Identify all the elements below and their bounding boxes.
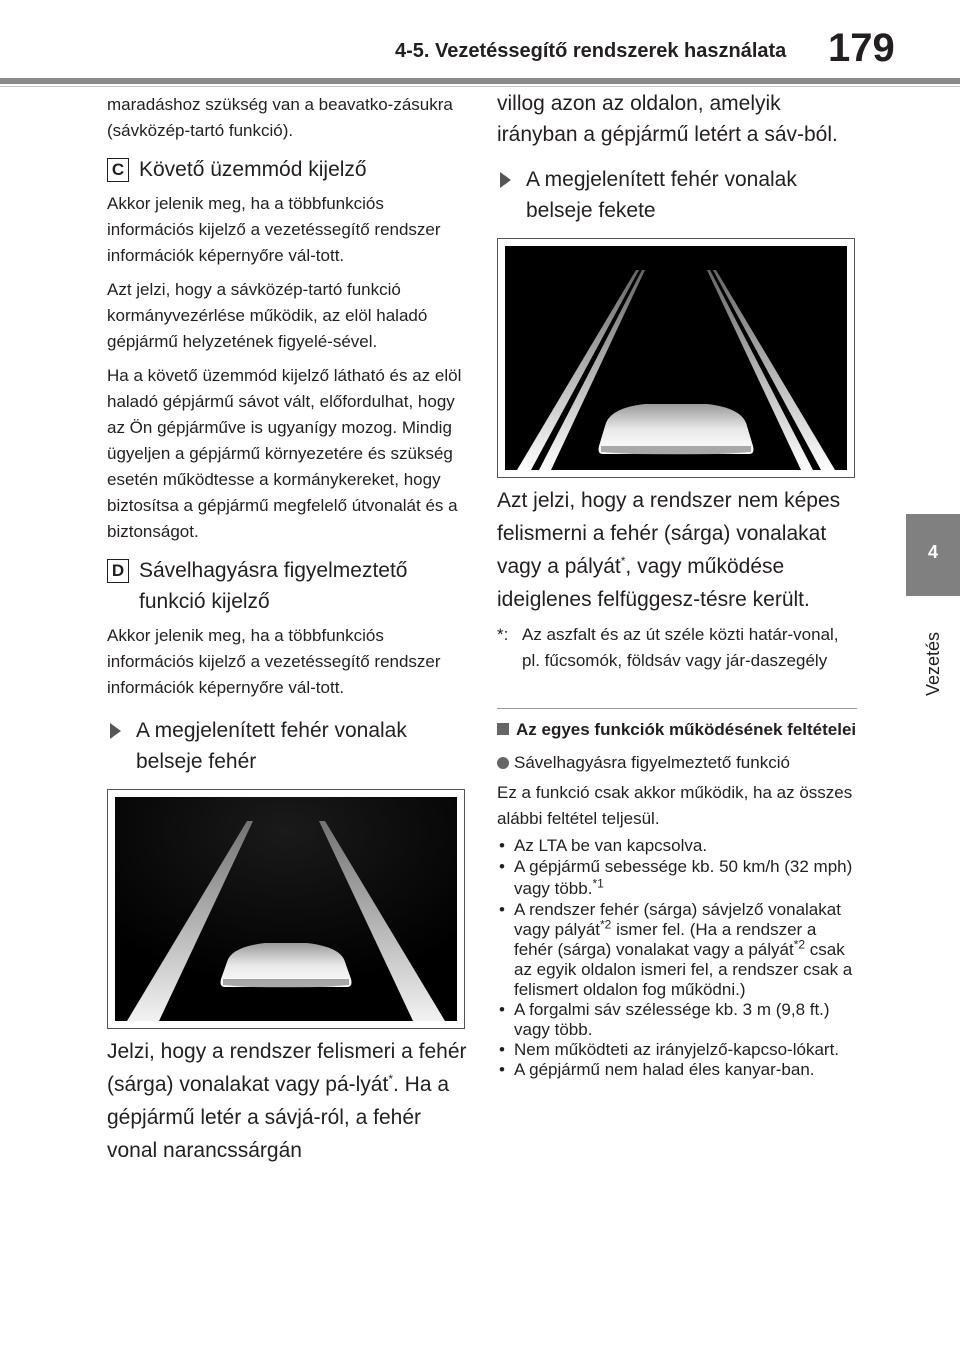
section-title: 4-5. Vezetéssegítő rendszerek használata: [395, 40, 787, 62]
figure-lane-lines-black: [497, 238, 855, 478]
square-bullet-icon: [497, 723, 509, 735]
lane-display-white-illustration: [115, 797, 457, 1021]
conditions-heading-text: Az egyes funkciók működésének feltételei: [516, 720, 857, 739]
bullet-white-inside: [107, 715, 467, 777]
section-letter-d: D: [107, 559, 129, 583]
sub-intro: Ez a funkció csak akkor működik, ha az összes alábbi feltétel teljesül.: [497, 783, 853, 828]
sub-heading: [497, 752, 857, 774]
bullet-black-inside: [497, 164, 857, 226]
circle-bullet-icon: [497, 757, 509, 769]
header-rule: [0, 78, 960, 84]
chapter-label: Vezetés: [923, 631, 943, 696]
section-c-paragraph-3: Ha a követő üzemmód kijelző látható és az elöl haladó gépjármű sávot vált, előfordulhat, hogy az Ön gépjárműve is ugyanígy mozog. Mindig ügyeljen a gépjármű környezetére és szükség esetén működtesse a kormánykereket, hogy biztosítsa a gépjármű megfelelő útvonalát és a biztonságot.: [107, 366, 462, 541]
list-item: • A gépjármű nem halad éles kanyar-ban.: [497, 1060, 857, 1080]
section-c-paragraph-2: Azt jelzi, hogy a sávközép-tartó funkció kormányvezérlése működik, az elöl haladó gépjármű helyzetének figyelé-sével.: [107, 280, 428, 351]
section-letter-c: C: [107, 158, 129, 182]
page-number: 179: [828, 26, 895, 70]
section-c-paragraph-1: Akkor jelenik meg, ha a többfunkciós információs kijelző a vezetéssegítő rendszer információk képernyőre vál-tott.: [107, 194, 441, 265]
right-column: [497, 88, 857, 1080]
section-c-title: Követő üzemmód kijelző: [139, 158, 367, 181]
figure-lane-lines-white: [107, 789, 465, 1029]
section-d-paragraph-1: Akkor jelenik meg, ha a többfunkciós információs kijelző a vezetéssegítő rendszer információk képernyőre vál-tott.: [107, 626, 441, 697]
section-d-heading: [107, 555, 467, 617]
footnote-mark: *:: [497, 625, 509, 644]
list-item: • A forgalmi sáv szélessége kb. 3 m (9,8 ft.) vagy több.: [497, 1000, 857, 1040]
header-rule-thin: [0, 86, 960, 87]
conditions-list: [497, 836, 857, 1080]
after-figure-2-text: Azt jelzi, hogy a rendszer nem képes felismerni a fehér (sárga) vonalakat vagy a pályát*, vagy működése ideiglenes felfüggesz-tésre került.: [497, 489, 841, 611]
sub-heading-text: Sávelhagyásra figyelmeztető funkció: [514, 753, 790, 772]
bullet-white-inside-text: A megjelenített fehér vonalak belseje fehér: [136, 719, 407, 773]
section-c-heading: [107, 154, 467, 185]
list-item: • A rendszer fehér (sárga) sávjelző vonalakat vagy pályát$^{*2}$ ismer fel. (Ha a rendszer a fehér (sárga) vonalakat vagy a pályát$^{*2}$ csak az egyik oldalon ismeri fel, a rendszer csak a felismert oldalon fog működni.): [497, 900, 857, 1000]
triangle-bullet-icon: [500, 172, 511, 188]
list-item: • Nem működteti az irányjelző-kapcso-lókart.: [497, 1040, 857, 1060]
after-figure-1-text: Jelzi, hogy a rendszer felismeri a fehér (sárga) vonalakat vagy pá-lyát*. Ha a gépjármű letér a sávjá-ról, a fehér vonal narancssárgán: [107, 1040, 467, 1162]
list-item: • Az LTA be van kapcsolva.: [497, 836, 857, 856]
continued-text: villog azon az oldalon, amelyik irányban a gépjármű letért a sáv-ból.: [497, 92, 838, 146]
chapter-number: 4: [927, 542, 938, 562]
footnote: [497, 622, 857, 674]
left-column: [107, 92, 467, 1167]
footnote-text: Az aszfalt és az út széle közti határ-vonal, pl. fűcsomók, földsáv vagy jár-daszegély: [522, 625, 839, 670]
section-d-title: Sávelhagyásra figyelmeztető funkció kijelző: [139, 559, 408, 613]
lane-display-black-illustration: [505, 246, 847, 470]
bullet-black-inside-text: A megjelenített fehér vonalak belseje fekete: [526, 168, 797, 222]
intro-text: maradáshoz szükség van a beavatko-zásukra (sávközép-tartó funkció).: [107, 95, 453, 140]
conditions-heading: [497, 719, 857, 740]
triangle-bullet-icon: [110, 723, 121, 739]
section-divider: [497, 708, 857, 709]
list-item: • A gépjármű sebessége kb. 50 km/h (32 mph) vagy több.$^{*1}$: [497, 856, 857, 900]
chapter-tab: [906, 514, 960, 596]
